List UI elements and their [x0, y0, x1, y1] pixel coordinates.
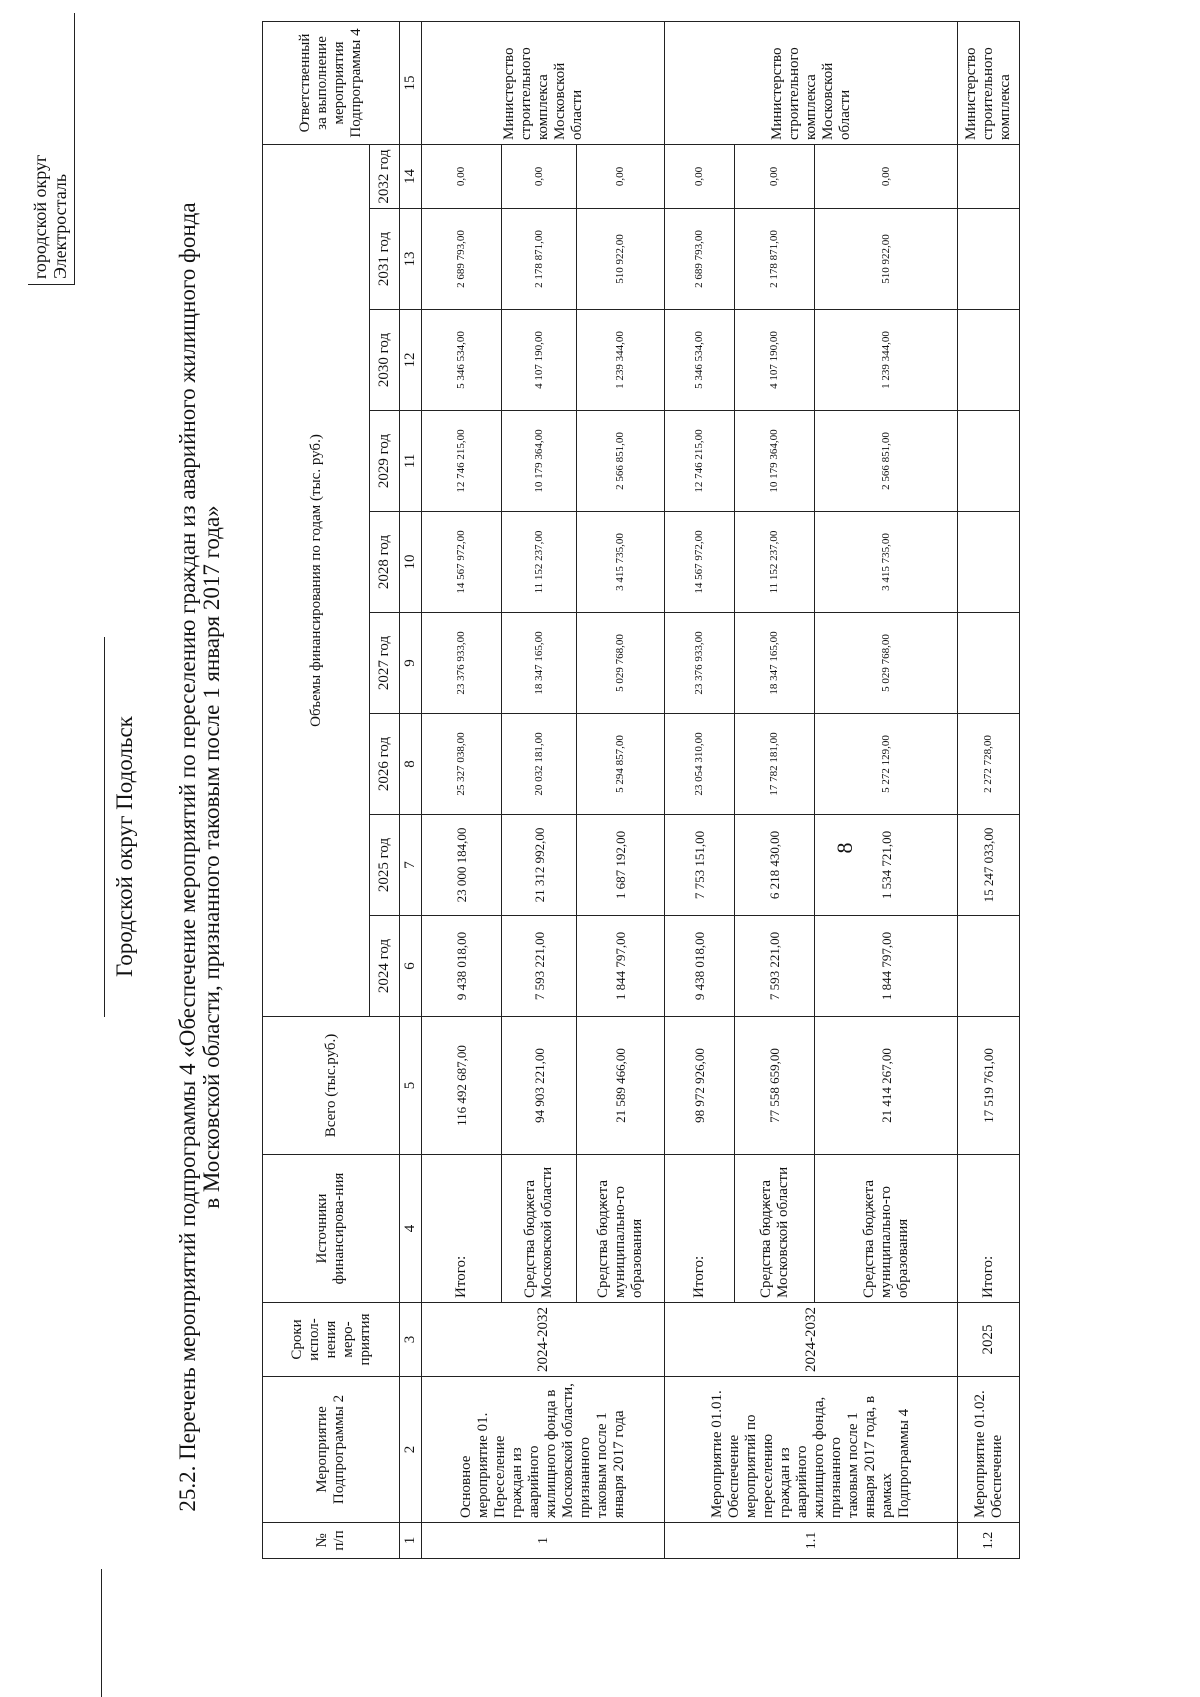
value-cell	[958, 310, 1020, 411]
value-cell: 18 347 165,00	[735, 613, 815, 714]
index-cell: 6	[400, 916, 422, 1017]
title-line-1: 25.2. Перечень мероприятий подпрограммы 4 «Обеспечение мероприятий по переселению граждан из аварийного жилищного фонда	[175, 202, 200, 1512]
value-cell: 2 178 871,00	[502, 209, 577, 310]
index-row	[400, 22, 422, 1559]
value-cell: 14 567 972,00	[665, 512, 735, 613]
source-cell: Средства бюджета Московской области	[502, 1155, 577, 1303]
index-cell: 10	[400, 512, 422, 613]
header-term: Сроки испол-нения меро-приятия	[263, 1303, 400, 1377]
value-cell: 1 687 192,00	[577, 815, 665, 916]
value-cell: 1 239 344,00	[577, 310, 665, 411]
value-cell	[958, 209, 1020, 310]
document-title	[176, 157, 224, 1557]
value-cell: 5 346 534,00	[665, 310, 735, 411]
header-num: № п/п	[263, 1523, 400, 1559]
value-cell: 3 415 735,00	[815, 512, 958, 613]
value-cell: 11 152 237,00	[502, 512, 577, 613]
header-municipality-right	[30, 155, 70, 279]
value-cell: 2 566 851,00	[815, 411, 958, 512]
header-right-bar	[28, 284, 74, 285]
index-cell: 8	[400, 714, 422, 815]
header-right-rule	[74, 13, 75, 285]
value-cell: 11 152 237,00	[735, 512, 815, 613]
header-measure: Мероприятие Подпрограммы 2	[263, 1377, 400, 1523]
source-cell: Средства бюджета муниципально-го образования	[815, 1155, 958, 1303]
header-mid-rule	[104, 637, 105, 1017]
index-cell: 4	[400, 1155, 422, 1303]
value-cell: 9 438 018,00	[665, 916, 735, 1017]
header-total: Всего (тыс.руб.)	[263, 1017, 400, 1155]
index-cell: 12	[400, 310, 422, 411]
value-cell: 5 272 129,00	[815, 714, 958, 815]
value-cell: 21 312 992,00	[502, 815, 577, 916]
measure-name: Мероприятие 01.01. Обеспечение мероприятий по переселению граждан из аварийного жилищного фонда, признанного таковым после 1 января 2017 года, в рамках Подпрограммы 4	[665, 1377, 958, 1523]
value-cell: 0,00	[735, 145, 815, 209]
header-year: 2025 год	[370, 815, 400, 916]
value-cell: 23 054 310,00	[665, 714, 735, 815]
row-number: 1.2	[958, 1523, 1020, 1559]
header-right-line1: городской округ	[30, 154, 50, 279]
row-number: 1	[422, 1523, 665, 1559]
responsible-cell: Министерство строительного комплекса	[958, 22, 1020, 145]
measure-term: 2025	[958, 1303, 1020, 1377]
value-cell: 9 438 018,00	[422, 916, 502, 1017]
source-cell: Итого:	[665, 1155, 735, 1303]
value-cell: 5 294 857,00	[577, 714, 665, 815]
header-year: 2026 год	[370, 714, 400, 815]
value-cell: 23 376 933,00	[665, 613, 735, 714]
value-cell: 7 753 151,00	[665, 815, 735, 916]
value-cell: 0,00	[422, 145, 502, 209]
value-cell: 510 922,00	[815, 209, 958, 310]
value-cell: 0,00	[815, 145, 958, 209]
measure-term: 2024-2032	[422, 1303, 665, 1377]
responsible-cell: Министерство строительного комплекса Московской области	[422, 22, 665, 145]
total-cell: 116 492 687,00	[422, 1017, 502, 1155]
value-cell: 5 029 768,00	[577, 613, 665, 714]
measure-name: Основное мероприятие 01. Переселение граждан из аварийного жилищного фонда в Московской области, признанного таковым после 1 января 2017 года	[422, 1377, 665, 1523]
index-cell: 9	[400, 613, 422, 714]
value-cell: 4 107 190,00	[735, 310, 815, 411]
responsible-cell: Министерство строительного комплекса Московской области	[665, 22, 958, 145]
table-row	[422, 22, 502, 1559]
value-cell	[958, 613, 1020, 714]
value-cell: 2 689 793,00	[665, 209, 735, 310]
header-year: 2030 год	[370, 310, 400, 411]
value-cell: 7 593 221,00	[502, 916, 577, 1017]
measure-term: 2024-2032	[665, 1303, 958, 1377]
value-cell: 510 922,00	[577, 209, 665, 310]
table-row	[665, 22, 735, 1559]
value-cell: 20 032 181,00	[502, 714, 577, 815]
value-cell: 4 107 190,00	[502, 310, 577, 411]
value-cell: 0,00	[665, 145, 735, 209]
header-year: 2029 год	[370, 411, 400, 512]
value-cell	[958, 411, 1020, 512]
total-cell: 17 519 761,00	[958, 1017, 1020, 1155]
index-cell: 13	[400, 209, 422, 310]
value-cell: 5 029 768,00	[815, 613, 958, 714]
header-year: 2027 год	[370, 613, 400, 714]
total-cell: 77 558 659,00	[735, 1017, 815, 1155]
value-cell: 1 534 721,00	[815, 815, 958, 916]
index-cell: 5	[400, 1017, 422, 1155]
header-responsible: Ответственный за выполнение мероприятия Подпрограммы 4	[263, 22, 400, 145]
value-cell: 6 218 430,00	[735, 815, 815, 916]
value-cell: 1 844 797,00	[815, 916, 958, 1017]
value-cell: 12 746 215,00	[422, 411, 502, 512]
header-year: 2024 год	[370, 916, 400, 1017]
index-cell: 2	[400, 1377, 422, 1523]
value-cell: 23 376 933,00	[422, 613, 502, 714]
total-cell: 94 903 221,00	[502, 1017, 577, 1155]
source-cell: Средства бюджета Московской области	[735, 1155, 815, 1303]
total-cell: 98 972 926,00	[665, 1017, 735, 1155]
value-cell: 2 689 793,00	[422, 209, 502, 310]
value-cell: 7 593 221,00	[735, 916, 815, 1017]
table-row	[958, 22, 1020, 1559]
value-cell: 17 782 181,00	[735, 714, 815, 815]
value-cell: 2 566 851,00	[577, 411, 665, 512]
value-cell: 2 272 728,00	[958, 714, 1020, 815]
value-cell: 23 000 184,00	[422, 815, 502, 916]
value-cell: 0,00	[577, 145, 665, 209]
value-cell: 18 347 165,00	[502, 613, 577, 714]
header-right-line2: Электросталь	[50, 173, 70, 279]
value-cell: 3 415 735,00	[577, 512, 665, 613]
index-cell: 11	[400, 411, 422, 512]
index-cell: 1	[400, 1523, 422, 1559]
header-volumes: Объемы финансирования по годам (тыс. руб.)	[263, 145, 370, 1017]
value-cell: 25 327 038,00	[422, 714, 502, 815]
source-cell: Итого:	[958, 1155, 1020, 1303]
total-cell: 21 589 466,00	[577, 1017, 665, 1155]
value-cell: 5 346 534,00	[422, 310, 502, 411]
header-left-rule	[101, 1569, 102, 1697]
title-line-2: в Московской области, признанного таковым после 1 января 2017 года»	[199, 505, 224, 1209]
value-cell: 10 179 364,00	[735, 411, 815, 512]
index-cell: 7	[400, 815, 422, 916]
source-cell: Средства бюджета муниципально-го образования	[577, 1155, 665, 1303]
measures-table	[262, 21, 1020, 1559]
value-cell	[958, 145, 1020, 209]
header-source: Источники финансирова-ния	[263, 1155, 400, 1303]
value-cell: 1 239 344,00	[815, 310, 958, 411]
index-cell: 3	[400, 1303, 422, 1377]
index-cell: 15	[400, 22, 422, 145]
total-cell: 21 414 267,00	[815, 1017, 958, 1155]
value-cell: 1 844 797,00	[577, 916, 665, 1017]
header-year: 2028 год	[370, 512, 400, 613]
page-number: 8	[832, 842, 857, 854]
value-cell	[958, 512, 1020, 613]
measure-name: Мероприятие 01.02. Обеспечение	[958, 1377, 1020, 1523]
header-year: 2032 год	[370, 145, 400, 209]
header-row-1	[263, 22, 370, 1559]
value-cell: 12 746 215,00	[665, 411, 735, 512]
value-cell: 2 178 871,00	[735, 209, 815, 310]
row-number: 1.1	[665, 1523, 958, 1559]
header-year: 2031 год	[370, 209, 400, 310]
value-cell: 15 247 033,00	[958, 815, 1020, 916]
source-cell: Итого:	[422, 1155, 502, 1303]
index-cell: 14	[400, 145, 422, 209]
value-cell: 14 567 972,00	[422, 512, 502, 613]
value-cell: 10 179 364,00	[502, 411, 577, 512]
value-cell	[958, 916, 1020, 1017]
value-cell: 0,00	[502, 145, 577, 209]
header-municipality-center: Городской округ Подольск	[112, 716, 137, 977]
